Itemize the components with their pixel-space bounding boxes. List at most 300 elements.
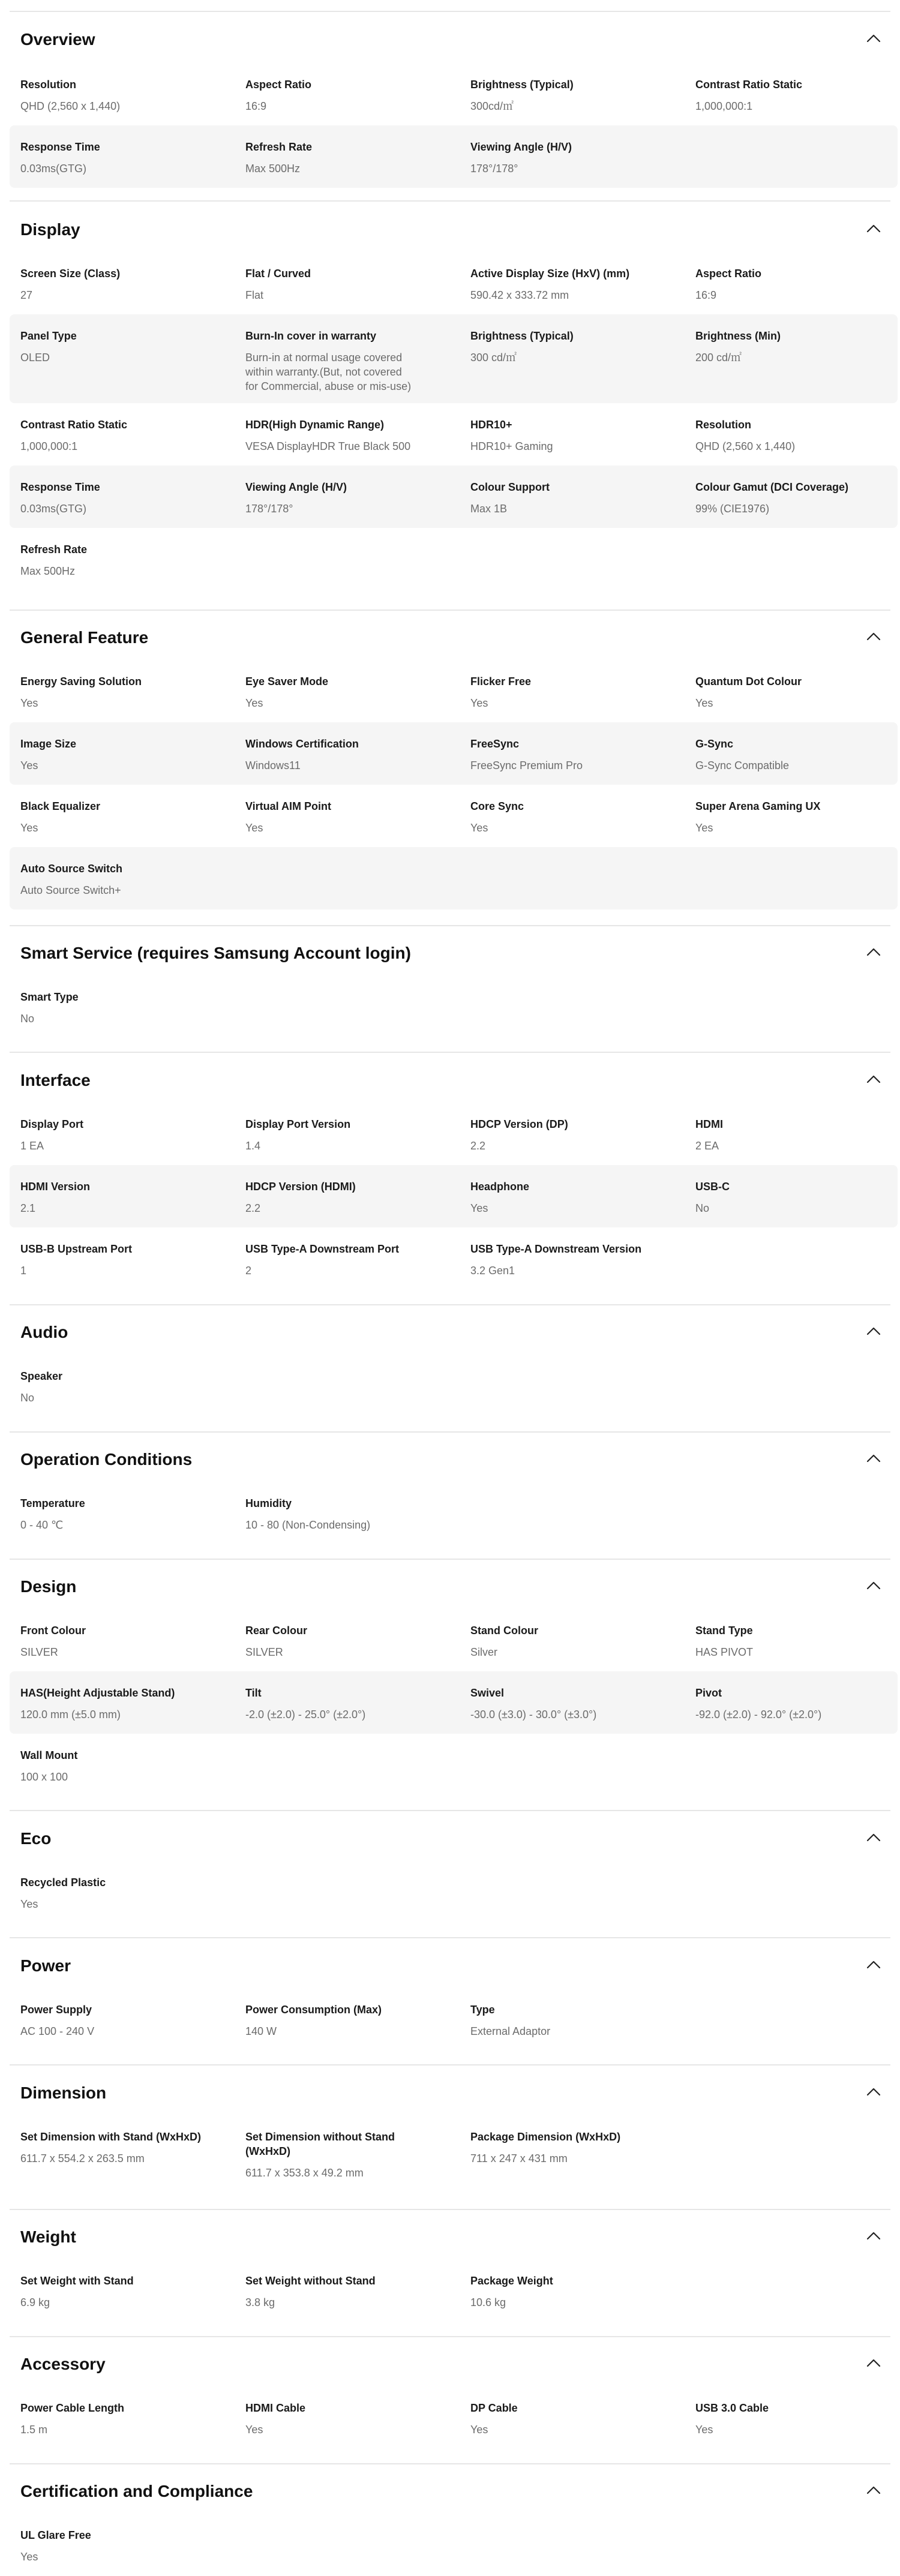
section-toggle-audio[interactable] bbox=[862, 1320, 886, 1344]
spec-item-screen-size bbox=[20, 266, 230, 302]
spec-item-hdmi-cable bbox=[245, 2401, 455, 2437]
spec-item-energy-saving-solution bbox=[20, 674, 230, 710]
section-toggle-dimension[interactable] bbox=[862, 2081, 886, 2105]
spec-value: 300cd/㎡ bbox=[470, 100, 514, 112]
section-title-operation-conditions: Operation Conditions bbox=[20, 1450, 193, 1469]
spec-value: 16:9 bbox=[695, 289, 717, 301]
spec-label: HDCP Version (DP) bbox=[470, 1118, 568, 1130]
spec-value: No bbox=[695, 1202, 710, 1214]
spec-value: Yes bbox=[20, 822, 38, 834]
spec-value: 1,000,000:1 bbox=[20, 440, 78, 452]
spec-item-viewing-angle bbox=[470, 140, 680, 176]
spec-row bbox=[10, 975, 898, 1038]
spec-value: 1.5 m bbox=[20, 2424, 48, 2436]
spec-value: SILVER bbox=[20, 1646, 58, 1658]
spec-label: Black Equalizer bbox=[20, 800, 101, 812]
spec-row bbox=[10, 1988, 898, 2050]
spec-item-core-sync bbox=[470, 799, 680, 835]
spec-item-power-cable-length bbox=[20, 2401, 230, 2437]
section-title-interface: Interface bbox=[20, 1071, 91, 1089]
spec-label: Quantum Dot Colour bbox=[695, 675, 802, 687]
chevron-up-icon bbox=[866, 2359, 881, 2370]
spec-item-display-port bbox=[20, 1117, 230, 1153]
spec-value: External Adaptor bbox=[470, 2025, 551, 2037]
spec-label: Response Time bbox=[20, 481, 100, 493]
spec-value: 2.1 bbox=[20, 1202, 36, 1214]
spec-value: 3.2 Gen1 bbox=[470, 1265, 515, 1277]
spec-value: 178°/178° bbox=[245, 503, 293, 515]
section-toggle-weight[interactable] bbox=[862, 2225, 886, 2249]
spec-label: Set Weight without Stand bbox=[245, 2275, 376, 2287]
spec-value: Yes bbox=[245, 697, 263, 709]
spec-row bbox=[10, 466, 898, 528]
spec-value: 120.0 mm (±5.0 mm) bbox=[20, 1709, 121, 1721]
spec-label: HDMI bbox=[695, 1118, 723, 1130]
spec-row bbox=[10, 252, 898, 314]
spec-row bbox=[10, 1734, 898, 1796]
chevron-up-icon bbox=[866, 1960, 881, 1972]
spec-item-brightness bbox=[470, 329, 680, 365]
spec-label: Panel Type bbox=[20, 330, 77, 342]
spec-value: Yes bbox=[470, 822, 488, 834]
spec-label: USB 3.0 Cable bbox=[695, 2402, 769, 2414]
spec-label: Brightness (Typical) bbox=[470, 330, 574, 342]
spec-item-quantum-dot-colour bbox=[695, 674, 900, 710]
spec-item-headphone bbox=[470, 1179, 680, 1215]
spec-value: No bbox=[20, 1013, 35, 1025]
spec-label: Viewing Angle (H/V) bbox=[470, 141, 572, 153]
spec-label: Display Port bbox=[20, 1118, 84, 1130]
spec-row bbox=[10, 1861, 898, 1923]
spec-label: HDR10+ bbox=[470, 419, 512, 431]
spec-item-aspect-ratio bbox=[245, 77, 455, 113]
spec-item-g-sync bbox=[695, 737, 900, 773]
spec-item-resolution bbox=[20, 77, 230, 113]
spec-item-aspect-ratio bbox=[695, 266, 900, 302]
spec-item-set-weight-without-stand bbox=[245, 2274, 455, 2310]
section-toggle-power[interactable] bbox=[862, 1954, 886, 1978]
spec-label: Smart Type bbox=[20, 991, 79, 1003]
spec-item-virtual-aim-point bbox=[245, 799, 455, 835]
spec-label: HDCP Version (HDMI) bbox=[245, 1181, 356, 1193]
spec-value: Yes bbox=[470, 2424, 488, 2436]
section-title-power: Power bbox=[20, 1956, 71, 1975]
spec-value: Max 500Hz bbox=[245, 163, 301, 175]
spec-label: Type bbox=[470, 2004, 495, 2016]
spec-label: G-Sync bbox=[695, 738, 734, 750]
spec-item-viewing-angle bbox=[245, 480, 455, 516]
chevron-up-icon bbox=[866, 1581, 881, 1593]
spec-item-hdr10 bbox=[470, 418, 680, 454]
spec-item-flicker-free bbox=[470, 674, 680, 710]
spec-label: Wall Mount bbox=[20, 1749, 78, 1761]
spec-item-humidity bbox=[245, 1496, 455, 1532]
chevron-up-icon bbox=[866, 1454, 881, 1466]
spec-item-usb-3-0-cable bbox=[695, 2401, 900, 2437]
section-title-general-feature: General Feature bbox=[20, 628, 149, 647]
spec-label: Refresh Rate bbox=[245, 141, 313, 153]
spec-item-resolution bbox=[695, 418, 900, 454]
spec-row bbox=[10, 2259, 898, 2322]
spec-item-active-display-size bbox=[470, 266, 680, 302]
spec-item-burn-in-cover-in-warranty bbox=[245, 329, 455, 394]
spec-item-tilt bbox=[245, 1686, 455, 1722]
spec-row bbox=[10, 1165, 898, 1227]
spec-label: Active Display Size (HxV) (mm) bbox=[470, 268, 630, 280]
spec-value: Yes bbox=[695, 697, 713, 709]
spec-label: Set Dimension with Stand (WxHxD) bbox=[20, 2131, 202, 2143]
section-toggle-display[interactable] bbox=[862, 218, 886, 242]
spec-item-set-weight-with-stand bbox=[20, 2274, 230, 2310]
spec-label: Resolution bbox=[695, 419, 751, 431]
spec-value: Yes bbox=[20, 1898, 38, 1910]
spec-value: 300 cd/㎡ bbox=[470, 352, 517, 364]
section-divider bbox=[10, 2463, 890, 2464]
spec-item-refresh-rate bbox=[20, 542, 230, 578]
section-title-overview: Overview bbox=[20, 30, 95, 49]
spec-item-hdmi bbox=[695, 1117, 900, 1153]
section-title-design: Design bbox=[20, 1577, 77, 1596]
spec-label: Resolution bbox=[20, 79, 76, 91]
spec-label: Image Size bbox=[20, 738, 77, 750]
chevron-up-icon bbox=[866, 224, 881, 236]
spec-item-black-equalizer bbox=[20, 799, 230, 835]
spec-item-front-colour bbox=[20, 1623, 230, 1659]
chevron-up-icon bbox=[866, 34, 881, 46]
spec-row bbox=[10, 1609, 898, 1671]
spec-row bbox=[10, 528, 898, 590]
spec-label: Refresh Rate bbox=[20, 544, 88, 556]
spec-label: Display Port Version bbox=[245, 1118, 351, 1130]
section-divider bbox=[10, 2336, 890, 2337]
section-toggle-design[interactable] bbox=[862, 1575, 886, 1599]
spec-label: Power Consumption (Max) bbox=[245, 2004, 382, 2016]
spec-value: QHD (2,560 x 1,440) bbox=[20, 100, 121, 112]
spec-label: USB Type-A Downstream Port bbox=[245, 1243, 400, 1255]
spec-label: HAS(Height Adjustable Stand) bbox=[20, 1687, 175, 1699]
section-title-dimension: Dimension bbox=[20, 2083, 107, 2102]
spec-value: Max 1B bbox=[470, 503, 508, 515]
spec-value: 16:9 bbox=[245, 100, 267, 112]
spec-value: HDR10+ Gaming bbox=[470, 440, 553, 452]
section-toggle-operation-conditions[interactable] bbox=[862, 1448, 886, 1472]
spec-label: Temperature bbox=[20, 1497, 85, 1509]
spec-value: HAS PIVOT bbox=[695, 1646, 754, 1658]
spec-value: Yes bbox=[695, 2424, 713, 2436]
spec-value: Yes bbox=[470, 697, 488, 709]
section-title-weight: Weight bbox=[20, 2227, 76, 2246]
spec-label: Package Dimension (WxHxD) bbox=[470, 2131, 621, 2143]
section-divider bbox=[10, 1937, 890, 1938]
spec-value: -92.0 (±2.0) - 92.0° (±2.0°) bbox=[695, 1709, 822, 1721]
spec-label: Energy Saving Solution bbox=[20, 675, 142, 687]
chevron-up-icon bbox=[866, 1327, 881, 1338]
spec-row bbox=[10, 1227, 898, 1290]
spec-item-windows-certification bbox=[245, 737, 455, 773]
chevron-up-icon bbox=[866, 948, 881, 959]
spec-label: Flat / Curved bbox=[245, 268, 311, 280]
spec-label: Colour Gamut (DCI Coverage) bbox=[695, 481, 849, 493]
spec-row bbox=[10, 1482, 898, 1544]
spec-item-hdmi-version bbox=[20, 1179, 230, 1215]
spec-item-response-time bbox=[20, 480, 230, 516]
spec-label: FreeSync bbox=[470, 738, 520, 750]
spec-row bbox=[10, 314, 898, 403]
spec-item-colour-gamut bbox=[695, 480, 900, 516]
section-title-display: Display bbox=[20, 220, 80, 239]
section-title-eco: Eco bbox=[20, 1829, 52, 1848]
spec-value: G-Sync Compatible bbox=[695, 759, 790, 771]
spec-value: 611.7 x 554.2 x 263.5 mm bbox=[20, 2152, 145, 2164]
section-divider bbox=[10, 1304, 890, 1305]
spec-item-refresh-rate bbox=[245, 140, 455, 176]
spec-value: 0.03ms(GTG) bbox=[20, 163, 87, 175]
spec-label: Rear Colour bbox=[245, 1625, 308, 1637]
spec-item-usb-type-a-downstream-version bbox=[470, 1242, 680, 1278]
spec-value: Flat bbox=[245, 289, 264, 301]
spec-row bbox=[10, 63, 898, 125]
spec-label: HDR(High Dynamic Range) bbox=[245, 419, 385, 431]
spec-item-colour-support bbox=[470, 480, 680, 516]
spec-item-super-arena-gaming-ux bbox=[695, 799, 900, 835]
spec-item-has bbox=[20, 1686, 230, 1722]
spec-value: 178°/178° bbox=[470, 163, 518, 175]
spec-value: 1.4 bbox=[245, 1140, 261, 1152]
spec-item-usb-b-upstream-port bbox=[20, 1242, 230, 1278]
section-divider bbox=[10, 1052, 890, 1053]
spec-label: DP Cable bbox=[470, 2402, 518, 2414]
chevron-up-icon bbox=[866, 2486, 881, 2497]
section-toggle-interface[interactable] bbox=[862, 1068, 886, 1092]
section-title-audio: Audio bbox=[20, 1323, 68, 1341]
spec-value: OLED bbox=[20, 352, 50, 364]
spec-value: 27 bbox=[20, 289, 33, 301]
spec-item-usb-c bbox=[695, 1179, 900, 1215]
spec-item-contrast-ratio-static bbox=[20, 418, 230, 454]
section-title-accessory: Accessory bbox=[20, 2355, 106, 2373]
spec-row bbox=[10, 403, 898, 466]
spec-label: Flicker Free bbox=[470, 675, 532, 687]
spec-label: USB-B Upstream Port bbox=[20, 1243, 133, 1255]
section-toggle-general-feature[interactable] bbox=[862, 626, 886, 650]
chevron-up-icon bbox=[866, 1075, 881, 1086]
spec-item-panel-type bbox=[20, 329, 230, 365]
spec-item-brightness bbox=[470, 77, 680, 113]
spec-value: Yes bbox=[695, 822, 713, 834]
spec-label: Swivel bbox=[470, 1687, 505, 1699]
spec-value: 140 W bbox=[245, 2025, 277, 2037]
spec-label: Humidity bbox=[245, 1497, 292, 1509]
spec-value: FreeSync Premium Pro bbox=[470, 759, 583, 771]
spec-value: 3.8 kg bbox=[245, 2296, 275, 2308]
section-divider bbox=[10, 11, 890, 12]
section-divider bbox=[10, 2064, 890, 2065]
spec-label: USB Type-A Downstream Version bbox=[470, 1243, 642, 1255]
spec-row bbox=[10, 2514, 898, 2576]
spec-item-set-dimension-without-stand bbox=[245, 2130, 455, 2180]
spec-item-hdcp-version bbox=[245, 1179, 455, 1215]
spec-value: 590.42 x 333.72 mm bbox=[470, 289, 569, 301]
section-title-smart-service: Smart Service (requires Samsung Account login) bbox=[20, 944, 411, 962]
spec-value: -2.0 (±2.0) - 25.0° (±2.0°) bbox=[245, 1709, 366, 1721]
spec-label: Recycled Plastic bbox=[20, 1877, 106, 1889]
spec-label: Set Dimension without Stand (WxHxD) bbox=[245, 2131, 395, 2157]
spec-item-flat-curved bbox=[245, 266, 455, 302]
spec-item-package-dimension bbox=[470, 2130, 680, 2166]
spec-value: Silver bbox=[470, 1646, 498, 1658]
spec-label: Brightness (Typical) bbox=[470, 79, 574, 91]
spec-label: Stand Colour bbox=[470, 1625, 538, 1637]
spec-value: 100 x 100 bbox=[20, 1771, 68, 1783]
spec-label: Viewing Angle (H/V) bbox=[245, 481, 347, 493]
spec-label: Windows Certification bbox=[245, 738, 359, 750]
chevron-up-icon bbox=[866, 632, 881, 644]
section-divider bbox=[10, 1559, 890, 1560]
section-toggle-overview[interactable] bbox=[862, 28, 886, 52]
spec-value: 1 EA bbox=[20, 1140, 44, 1152]
spec-value: Yes bbox=[20, 2551, 38, 2563]
spec-label: Front Colour bbox=[20, 1625, 86, 1637]
spec-item-power-supply bbox=[20, 2002, 230, 2038]
spec-item-type bbox=[470, 2002, 680, 2038]
spec-value: Windows11 bbox=[245, 759, 301, 771]
spec-item-auto-source-switch bbox=[20, 861, 230, 897]
section-divider bbox=[10, 1810, 890, 1811]
spec-label: Virtual AIM Point bbox=[245, 800, 332, 812]
spec-value: Max 500Hz bbox=[20, 565, 76, 577]
spec-label: Tilt bbox=[245, 1687, 262, 1699]
spec-label: Core Sync bbox=[470, 800, 524, 812]
spec-item-eye-saver-mode bbox=[245, 674, 455, 710]
spec-value: AC 100 - 240 V bbox=[20, 2025, 95, 2037]
section-toggle-smart-service[interactable] bbox=[862, 941, 886, 965]
spec-value: 2.2 bbox=[470, 1140, 486, 1152]
spec-value: 0 - 40 ℃ bbox=[20, 1519, 64, 1531]
spec-label: Burn-In cover in warranty bbox=[245, 330, 377, 342]
spec-label: Super Arena Gaming UX bbox=[695, 800, 821, 812]
spec-row bbox=[10, 1355, 898, 1417]
spec-label: UL Glare Free bbox=[20, 2529, 91, 2541]
spec-item-package-weight bbox=[470, 2274, 680, 2310]
spec-value: 10 - 80 (Non-Condensing) bbox=[245, 1519, 371, 1531]
section-divider bbox=[10, 1431, 890, 1433]
spec-item-stand-colour bbox=[470, 1623, 680, 1659]
spec-item-contrast-ratio-static bbox=[695, 77, 900, 113]
spec-item-wall-mount bbox=[20, 1748, 230, 1784]
spec-value: Yes bbox=[245, 822, 263, 834]
spec-label: Aspect Ratio bbox=[695, 268, 762, 280]
spec-item-speaker bbox=[20, 1369, 230, 1405]
spec-item-image-size bbox=[20, 737, 230, 773]
spec-row bbox=[10, 125, 898, 188]
spec-value: 2 EA bbox=[695, 1140, 719, 1152]
spec-value: 1,000,000:1 bbox=[695, 100, 753, 112]
spec-row bbox=[10, 2386, 898, 2449]
spec-label: Screen Size (Class) bbox=[20, 268, 121, 280]
section-toggle-accessory[interactable] bbox=[862, 2352, 886, 2376]
spec-value: 2.2 bbox=[245, 1202, 261, 1214]
spec-value: No bbox=[20, 1392, 35, 1404]
spec-row bbox=[10, 785, 898, 847]
spec-item-freesync bbox=[470, 737, 680, 773]
spec-value: -30.0 (±3.0) - 30.0° (±3.0°) bbox=[470, 1709, 597, 1721]
spec-value: QHD (2,560 x 1,440) bbox=[695, 440, 796, 452]
spec-label: Auto Source Switch bbox=[20, 863, 123, 875]
spec-value: VESA DisplayHDR True Black 500 bbox=[245, 440, 411, 452]
spec-label: Pivot bbox=[695, 1687, 722, 1699]
spec-value: Yes bbox=[20, 759, 38, 771]
spec-value: 200 cd/㎡ bbox=[695, 352, 742, 364]
spec-value: 10.6 kg bbox=[470, 2296, 506, 2308]
spec-label: Eye Saver Mode bbox=[245, 675, 329, 687]
spec-row bbox=[10, 1103, 898, 1165]
section-divider bbox=[10, 200, 890, 202]
spec-label: Aspect Ratio bbox=[245, 79, 312, 91]
section-title-certification-and-compliance: Certification and Compliance bbox=[20, 2482, 253, 2500]
spec-label: Power Supply bbox=[20, 2004, 92, 2016]
spec-item-usb-type-a-downstream-port bbox=[245, 1242, 455, 1278]
spec-item-swivel bbox=[470, 1686, 680, 1722]
spec-row bbox=[10, 847, 898, 909]
chevron-up-icon bbox=[866, 1833, 881, 1845]
section-divider bbox=[10, 610, 890, 611]
spec-value: 6.9 kg bbox=[20, 2296, 50, 2308]
spec-value: 0.03ms(GTG) bbox=[20, 503, 87, 515]
spec-label: Headphone bbox=[470, 1181, 530, 1193]
spec-label: HDMI Cable bbox=[245, 2402, 306, 2414]
spec-label: Stand Type bbox=[695, 1625, 753, 1637]
spec-label: Contrast Ratio Static bbox=[20, 419, 128, 431]
spec-row bbox=[10, 1671, 898, 1734]
spec-value: Auto Source Switch+ bbox=[20, 884, 121, 896]
spec-label: Response Time bbox=[20, 141, 100, 153]
section-toggle-certification-and-compliance[interactable] bbox=[862, 2479, 886, 2503]
chevron-up-icon bbox=[866, 2088, 881, 2099]
spec-row bbox=[10, 722, 898, 785]
spec-item-ul-glare-free bbox=[20, 2528, 230, 2564]
spec-label: Package Weight bbox=[470, 2275, 553, 2287]
spec-label: Speaker bbox=[20, 1370, 63, 1382]
section-toggle-eco[interactable] bbox=[862, 1827, 886, 1851]
spec-item-response-time bbox=[20, 140, 230, 176]
spec-item-stand-type bbox=[695, 1623, 900, 1659]
spec-label: Brightness (Min) bbox=[695, 330, 781, 342]
spec-item-temperature bbox=[20, 1496, 230, 1532]
spec-value: 711 x 247 x 431 mm bbox=[470, 2152, 568, 2164]
chevron-up-icon bbox=[866, 2232, 881, 2243]
section-divider bbox=[10, 925, 890, 926]
spec-label: HDMI Version bbox=[20, 1181, 91, 1193]
spec-value: 2 bbox=[245, 1265, 252, 1277]
spec-value: Yes bbox=[20, 697, 38, 709]
spec-value: 1 bbox=[20, 1265, 27, 1277]
spec-item-rear-colour bbox=[245, 1623, 455, 1659]
spec-label: Contrast Ratio Static bbox=[695, 79, 803, 91]
spec-value: Yes bbox=[470, 1202, 488, 1214]
spec-value: Yes bbox=[245, 2424, 263, 2436]
spec-item-smart-type bbox=[20, 990, 230, 1026]
spec-item-brightness bbox=[695, 329, 900, 365]
spec-item-pivot bbox=[695, 1686, 900, 1722]
spec-item-power-consumption bbox=[245, 2002, 455, 2038]
spec-item-hdcp-version bbox=[470, 1117, 680, 1153]
spec-item-hdr bbox=[245, 418, 455, 454]
spec-label: Colour Support bbox=[470, 481, 550, 493]
spec-row bbox=[10, 2115, 898, 2204]
spec-item-display-port-version bbox=[245, 1117, 455, 1153]
spec-label: Power Cable Length bbox=[20, 2402, 125, 2414]
spec-value: 611.7 x 353.8 x 49.2 mm bbox=[245, 2167, 364, 2179]
